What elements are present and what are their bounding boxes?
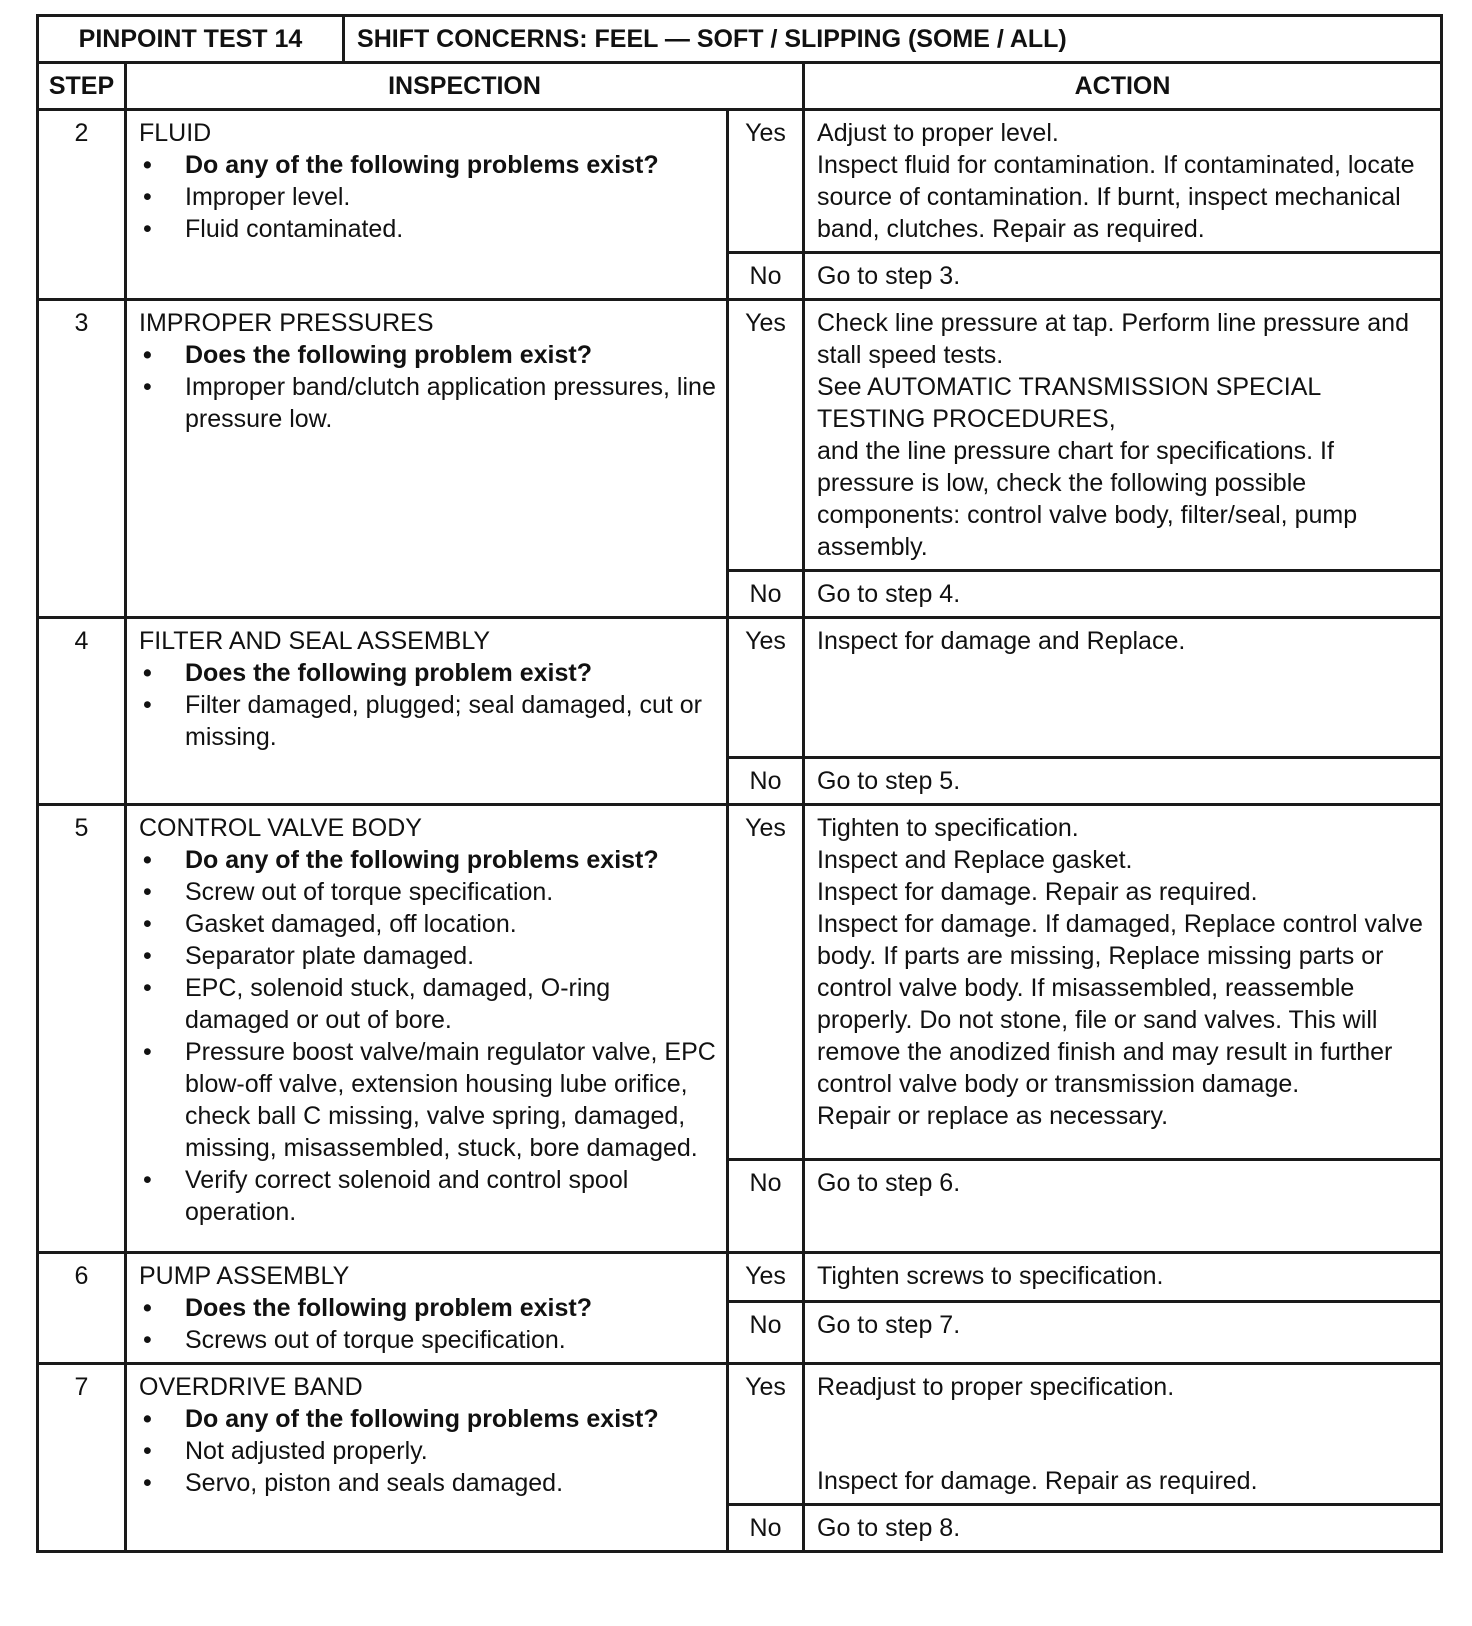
inspection-cell [126,110,728,300]
inspection-item: • Improper level. [139,181,718,213]
test-title: PINPOINT TEST 14 [38,16,344,63]
yes-action [804,110,1442,253]
action-line: Check line pressure at tap. Perform line pressure and stall speed tests. [817,309,1409,369]
inspection-item: • Improper band/clutch application pressures, line pressure low. [139,371,718,435]
action-line: Readjust to proper specification. [817,1373,1175,1401]
action-line: Inspect for damage. Repair as required. [817,878,1258,906]
yes-action [804,1364,1442,1505]
step-row [38,618,1442,758]
inspection-heading: IMPROPER PRESSURES [139,309,434,337]
step-row [38,110,1442,253]
inspection-cell [126,805,728,1253]
step-header: STEP [38,63,126,110]
inspection-item: • Verify correct solenoid and control spool operation. [139,1164,718,1228]
inspection-item: • Gasket damaged, off location. [139,908,718,940]
yes-label: Yes [728,300,804,571]
pinpoint-test-sheet [36,14,1440,1553]
inspection-question: • Does the following problem exist? [139,339,718,371]
inspection-list [139,1403,718,1499]
no-label: No [728,571,804,618]
step-row [38,1364,1442,1505]
inspection-heading: FLUID [139,119,212,147]
action-line: Tighten to specification. [817,814,1079,842]
inspection-question: • Do any of the following problems exist? [139,1403,718,1435]
yes-label: Yes [728,110,804,253]
no-label: No [728,1160,804,1253]
inspection-item: • Filter damaged, plugged; seal damaged, cut or missing. [139,689,718,753]
inspection-cell [126,300,728,618]
inspection-cell [126,1253,728,1364]
no-label: No [728,1505,804,1552]
inspection-header: INSPECTION [126,63,804,110]
step-row [38,805,1442,1160]
step-number: 3 [38,300,126,618]
step-number: 4 [38,618,126,805]
inspection-cell [126,618,728,805]
inspection-item: • Screws out of torque specification. [139,1324,718,1356]
action-header: ACTION [804,63,1442,110]
no-action: Go to step 6. [804,1160,1442,1253]
inspection-cell [126,1364,728,1552]
inspection-list [139,657,718,753]
yes-action [804,618,1442,758]
yes-action [804,805,1442,1160]
inspection-item: • EPC, solenoid stuck, damaged, O-ring damaged or out of bore. [139,972,718,1036]
inspection-question: • Do any of the following problems exist? [139,844,718,876]
action-line: Tighten screws to specification. [817,1262,1164,1290]
no-label: No [728,253,804,300]
no-action: Go to step 8. [804,1505,1442,1552]
inspection-item: • Servo, piston and seals damaged. [139,1467,718,1499]
action-line: Inspect and Replace gasket. [817,846,1133,874]
yes-action [804,1253,1442,1302]
inspection-list [139,844,718,1228]
inspection-list [139,1292,718,1356]
yes-label: Yes [728,1364,804,1505]
inspection-heading: PUMP ASSEMBLY [139,1262,350,1290]
step-number: 6 [38,1253,126,1364]
action-line: See AUTOMATIC TRANSMISSION SPECIAL TESTING PROCEDURES, [817,373,1321,433]
inspection-heading: OVERDRIVE BAND [139,1373,363,1401]
concern-title: SHIFT CONCERNS: FEEL — SOFT / SLIPPING (SOME / ALL) [344,16,1442,63]
inspection-heading: FILTER AND SEAL ASSEMBLY [139,627,491,655]
action-line: Inspect fluid for contamination. If contaminated, locate source of contamination. If burnt, inspect mechanical band, clutches. Repair as required. [817,151,1415,243]
yes-label: Yes [728,618,804,758]
no-action: Go to step 4. [804,571,1442,618]
inspection-item: • Screw out of torque specification. [139,876,718,908]
no-label: No [728,1301,804,1363]
action-line: Inspect for damage. If damaged, Replace control valve body. If parts are missing, Replace missing parts or control valve body. If misassembled, reassemble properly. Do not stone, file or sand valves. This will remove the anodized finish and may result in further control valve body or transmission damage. [817,910,1423,1098]
step-number: 2 [38,110,126,300]
inspection-question: • Does the following problem exist? [139,657,718,689]
action-line: Inspect for damage. Repair as required. [817,1467,1258,1495]
pinpoint-table [36,14,1443,1553]
inspection-item: • Pressure boost valve/main regulator valve, EPC blow-off valve, extension housing lube orifice, check ball C missing, valve spring, damaged, missing, misassembled, stuck, bore damaged. [139,1036,718,1164]
yes-label: Yes [728,1253,804,1302]
no-action: Go to step 7. [804,1301,1442,1363]
yes-label: Yes [728,805,804,1160]
inspection-item: • Fluid contaminated. [139,213,718,245]
step-row [38,1253,1442,1302]
step-number: 5 [38,805,126,1253]
no-action: Go to step 3. [804,253,1442,300]
inspection-question: • Does the following problem exist? [139,1292,718,1324]
action-line: Repair or replace as necessary. [817,1102,1169,1130]
no-action: Go to step 5. [804,758,1442,805]
inspection-heading: CONTROL VALVE BODY [139,814,422,842]
step-number: 7 [38,1364,126,1552]
action-line: Inspect for damage and Replace. [817,627,1186,655]
inspection-list [139,149,718,245]
inspection-item: • Separator plate damaged. [139,940,718,972]
step-row [38,300,1442,571]
inspection-item: • Not adjusted properly. [139,1435,718,1467]
inspection-question: • Do any of the following problems exist? [139,149,718,181]
yes-action [804,300,1442,571]
no-label: No [728,758,804,805]
action-line: and the line pressure chart for specifications. If pressure is low, check the following possible components: control valve body, filter/seal, pump assembly. [817,437,1358,561]
action-line: Adjust to proper level. [817,119,1059,147]
inspection-list [139,339,718,435]
